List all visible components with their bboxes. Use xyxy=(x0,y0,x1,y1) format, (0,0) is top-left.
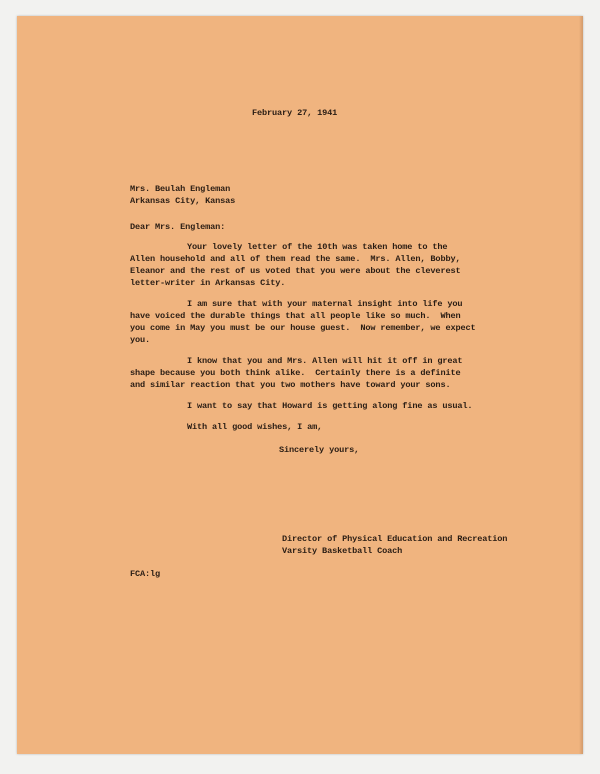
closing: Sincerely yours, xyxy=(279,445,360,455)
paragraph-2-line-2: have voiced the durable things that all people like so much. When xyxy=(130,311,461,321)
paragraph-4-line-1: I want to say that Howard is getting along fine as usual. xyxy=(187,401,473,411)
paragraph-3-line-2: shape because you both think alike. Certainly there is a definite xyxy=(130,368,461,378)
paragraph-5-line-1: With all good wishes, I am, xyxy=(187,422,323,432)
signature-title-line-1: Director of Physical Education and Recreation xyxy=(282,534,508,544)
paragraph-3-line-3: and similar reaction that you two mothers have toward your sons. xyxy=(130,380,451,390)
paragraph-1-line-4: letter-writer in Arkansas City. xyxy=(130,278,286,288)
typist-initials: FCA:lg xyxy=(130,569,161,579)
letter-page xyxy=(17,16,583,754)
paragraph-1-line-2: Allen household and all of them read the same. Mrs. Allen, Bobby, xyxy=(130,254,461,264)
recipient-name: Mrs. Beulah Engleman xyxy=(130,184,231,194)
letter-date: February 27, 1941 xyxy=(252,108,338,118)
page-edge-shadow xyxy=(579,16,583,754)
paragraph-1-line-3: Eleanor and the rest of us voted that you were about the cleverest xyxy=(130,266,461,276)
recipient-address: Arkansas City, Kansas xyxy=(130,196,236,206)
paragraph-1-line-1: Your lovely letter of the 10th was taken home to the xyxy=(187,242,448,252)
signature-title-line-2: Varsity Basketball Coach xyxy=(282,546,403,556)
paragraph-2-line-1: I am sure that with your maternal insight into life you xyxy=(187,299,463,309)
paragraph-2-line-4: you. xyxy=(130,335,151,345)
salutation: Dear Mrs. Engleman: xyxy=(130,222,226,232)
paragraph-2-line-3: you come in May you must be our house guest. Now remember, we expect xyxy=(130,323,476,333)
paragraph-3-line-1: I know that you and Mrs. Allen will hit it off in great xyxy=(187,356,463,366)
